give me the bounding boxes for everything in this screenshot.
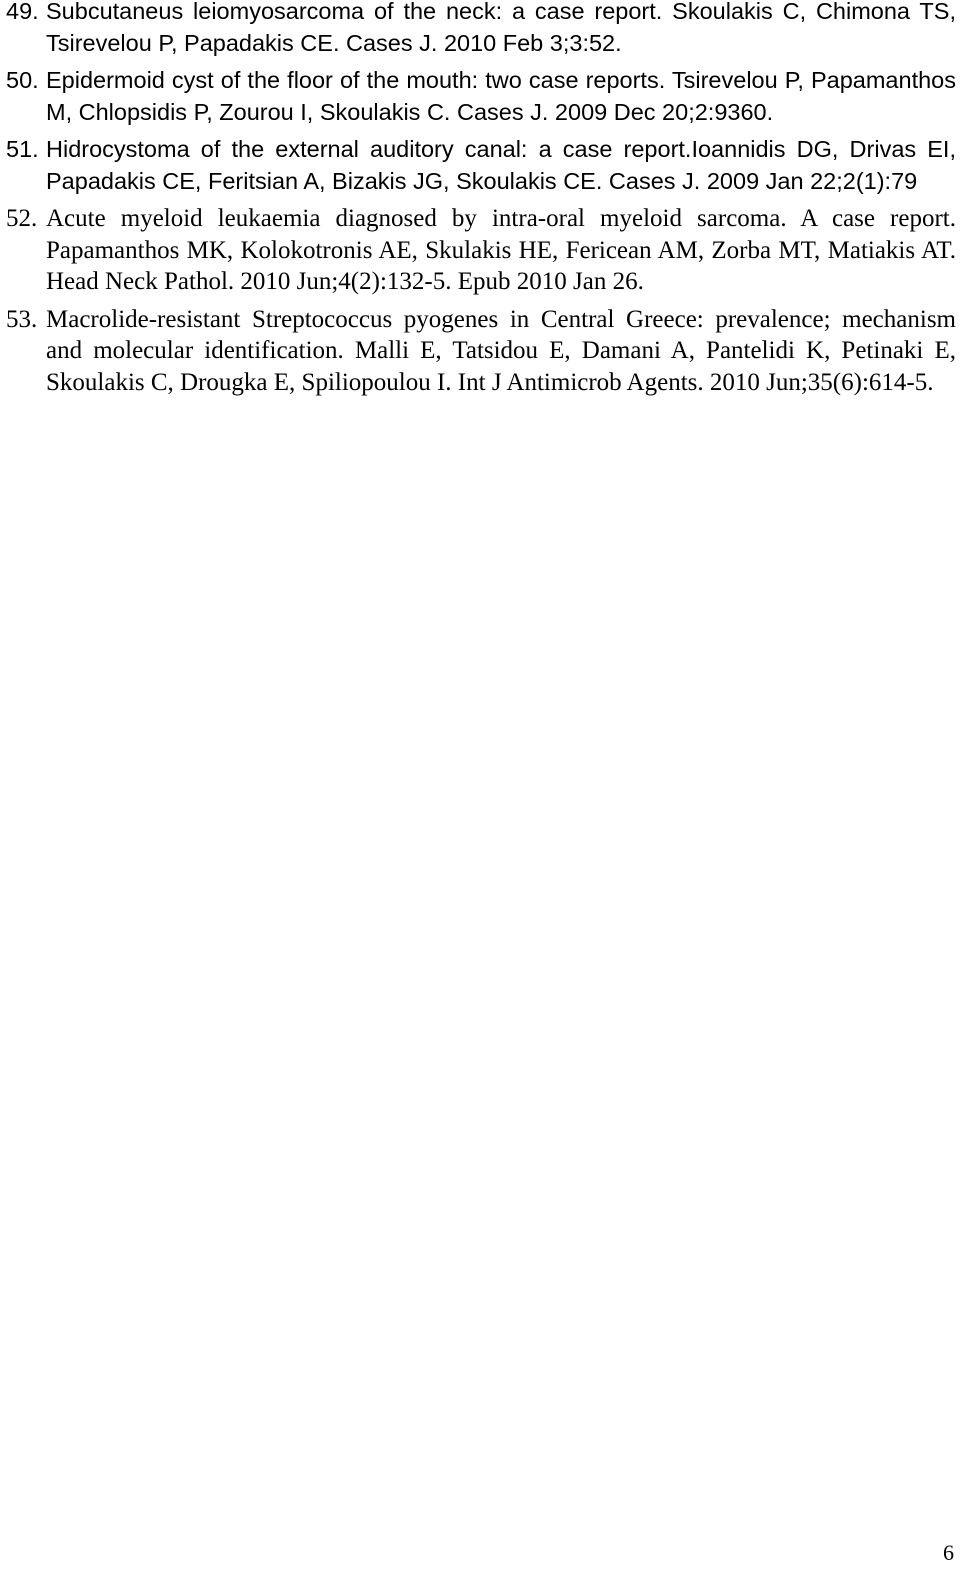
reference-item-52	[6, 203, 956, 298]
reference-number: 50.	[6, 67, 39, 93]
reference-text: Epidermoid cyst of the floor of the mouth: two case reports. Tsirevelou P, Papamanthos M, Chlopsidis P, Zourou I, Skoulakis C. Cases J. 2009 Dec 20;2:9360.	[46, 67, 956, 125]
reference-item-51	[6, 134, 956, 197]
reference-number: 51.	[6, 136, 39, 162]
reference-item-50	[6, 65, 956, 128]
reference-text: Hidrocystoma of the external auditory canal: a case report.Ioannidis DG, Drivas EI, Papadakis CE, Feritsian A, Bizakis JG, Skoulakis CE. Cases J. 2009 Jan 22;2(1):79	[46, 136, 956, 194]
reference-item-53	[6, 304, 956, 399]
reference-list	[6, 0, 956, 404]
reference-number: 53.	[6, 305, 38, 333]
page-number: 6	[943, 1540, 954, 1565]
reference-text: Acute myeloid leukaemia diagnosed by intra-oral myeloid sarcoma. A case report. Papamanthos MK, Kolokotronis AE, Skulakis HE, Fericean AM, Zorba MT, Matiakis AT. Head Neck Pathol. 2010 Jun;4(2):132-5. Epub 2010 Jan 26.	[46, 205, 956, 295]
reference-text: Macrolide-resistant Streptococcus pyogenes in Central Greece: prevalence; mechanism and molecular identification. Malli E, Tatsidou E, Damani A, Pantelidi K, Petinaki E, Skoulakis C, Drougka E, Spiliopoulou I. Int J Antimicrob Agents. 2010 Jun;35(6):614-5.	[46, 305, 956, 396]
reference-text: Subcutaneus leiomyosarcoma of the neck: a case report. Skoulakis C, Chimona TS, Tsirevelou P, Papadakis CE. Cases J. 2010 Feb 3;3:52.	[46, 0, 956, 56]
reference-number: 52.	[6, 205, 38, 232]
reference-item-49	[6, 0, 956, 59]
reference-number: 49.	[6, 0, 39, 24]
